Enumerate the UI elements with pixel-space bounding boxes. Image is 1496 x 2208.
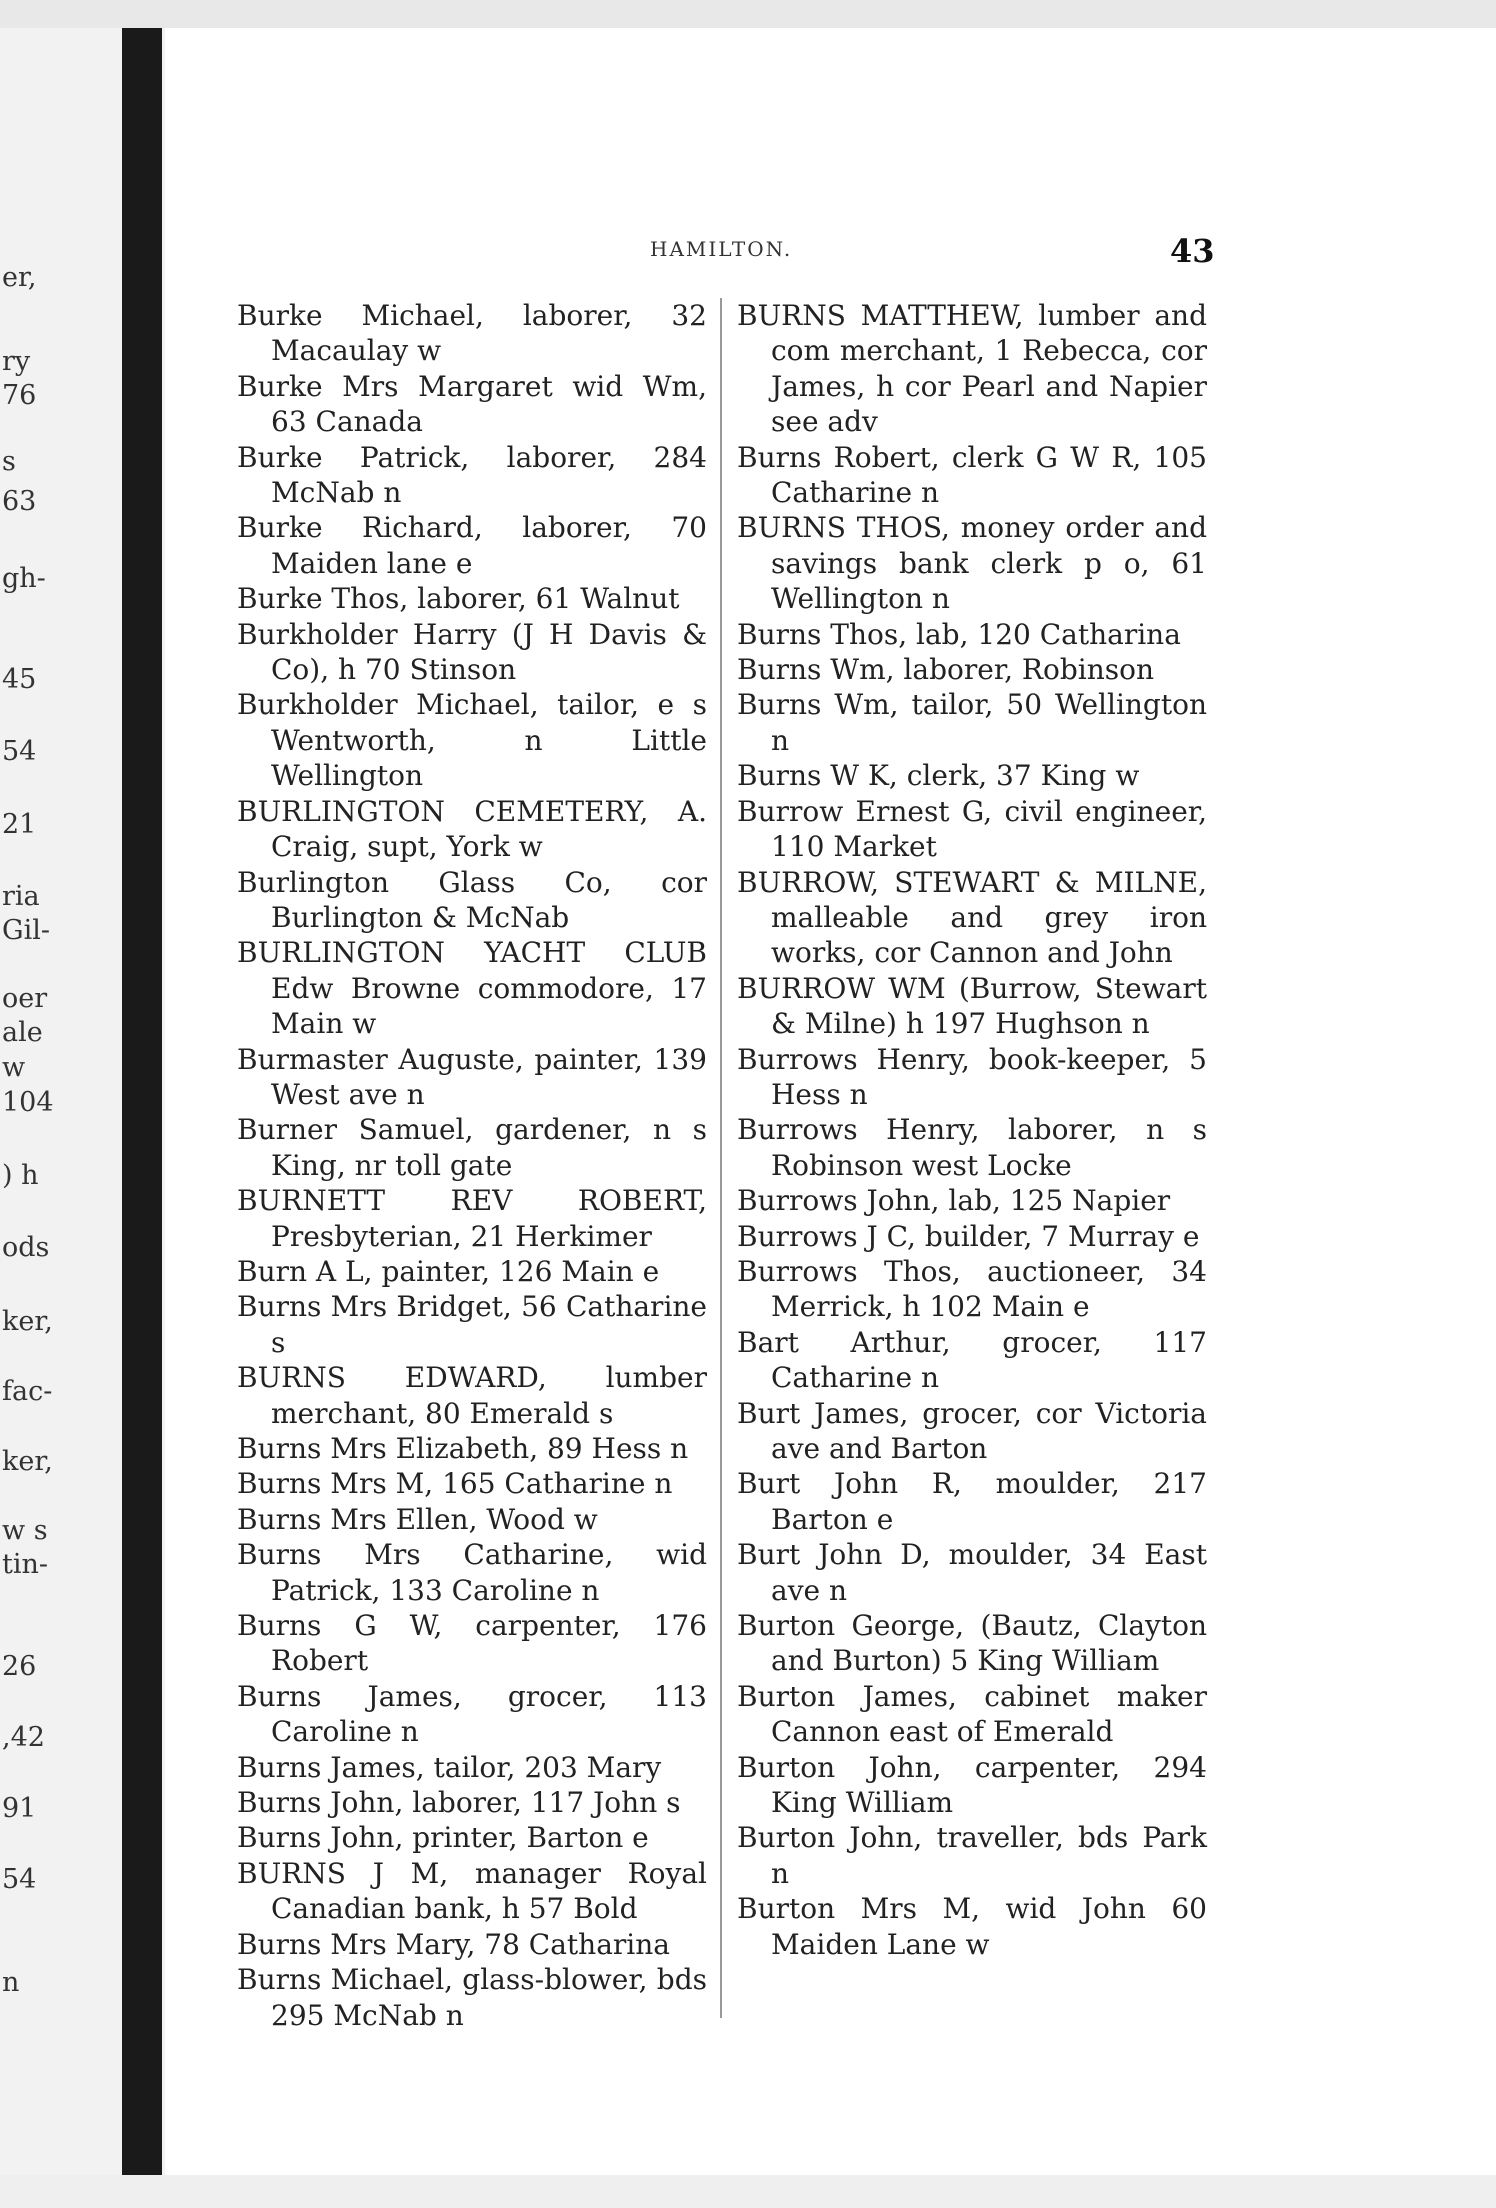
margin-fragment: gh- [2,563,46,594]
margin-fragment: ale [2,1017,43,1048]
margin-fragment: n [2,1967,20,1998]
directory-entry: BURROW WM (Burrow, Stewart & Milne) h 197 Hughson n [737,971,1207,1041]
scan-bottom-edge [0,2175,1496,2208]
directory-entry: BURLINGTON CEMETERY, A. Craig, supt, York w [237,794,707,864]
margin-fragment: 76 [2,380,37,411]
directory-entry: Burn A L, painter, 126 Main e [237,1254,660,1288]
directory-entry: Burns Mrs Catharine, wid Patrick, 133 Caroline n [237,1538,707,1607]
directory-entry: BURNS EDWARD, lumber merchant, 80 Emerald s [237,1361,707,1430]
margin-fragment: ods [2,1232,50,1263]
page-number: 43 [1170,232,1215,270]
directory-entry: BURNS J M, manager Royal Canadian bank, h 57 Bold [237,1856,707,1926]
directory-entry: Burrows J C, builder, 7 Murray e [737,1219,1200,1253]
directory-entry: Burns G W, carpenter, 176 Robert [237,1609,707,1678]
margin-fragment: tin- [2,1549,48,1580]
directory-entry: BURNS THOS, money order and savings bank clerk p o, 61 Wellington n [737,511,1207,616]
directory-entry: Burrows Thos, auctioneer, 34 Merrick, h 102 Main e [737,1254,1207,1324]
directory-entry: Burns W K, clerk, 37 King w [737,759,1140,793]
directory-entry: Burt John D, moulder, 34 East ave n [737,1538,1207,1607]
directory-entry: Burns Mrs Elizabeth, 89 Hess n [237,1432,689,1465]
directory-entry: Burke Mrs Margaret wid Wm, 63 Canada [237,369,707,439]
directory-entry: Burrows Henry, laborer, n s Robinson west Locke [737,1113,1207,1182]
margin-fragment: ry [2,346,31,377]
directory-entry: Burns James, tailor, 203 Mary [237,1750,662,1784]
directory-entry: Burns Mrs M, 165 Catharine n [237,1467,673,1501]
directory-entry: Burmaster Auguste, painter, 139 West ave n [237,1042,707,1111]
margin-fragment: oer [2,983,48,1014]
directory-entry: Burkholder Harry (J H Davis & Co), h 70 Stinson [237,617,707,687]
margin-fragment: 26 [2,1651,37,1682]
column-divider [720,298,722,2018]
margin-fragment: 21 [2,809,37,840]
directory-entry: Burns Mrs Ellen, Wood w [237,1502,598,1536]
margin-fragment: 54 [2,736,37,767]
directory-entry: Burns Mrs Mary, 78 Catharina [237,1927,670,1961]
directory-entry: Burns Wm, laborer, Robinson [737,653,1155,687]
directory-entry: Burns James, grocer, 113 Caroline n [237,1679,707,1749]
book-gutter [122,0,162,2208]
margin-fragment: er, [2,262,37,293]
margin-fragment: 45 [2,664,37,695]
margin-fragment: ,42 [2,1722,45,1753]
directory-entry: Burt John R, moulder, 217 Barton e [737,1467,1207,1536]
directory-entry: Burton John, carpenter, 294 King William [737,1750,1207,1820]
directory-entry: Burrows John, lab, 125 Napier [737,1184,1171,1218]
directory-entry: Burke Michael, laborer, 32 Macaulay w [237,299,707,368]
directory-entry: Burlington Glass Co, cor Burlington & McNab [237,865,707,934]
margin-fragment: w [2,1052,26,1083]
directory-entry: Burton James, cabinet maker Cannon east of Emerald [737,1679,1207,1749]
margin-fragment: ker, [2,1446,53,1477]
margin-fragment: ker, [2,1306,53,1337]
margin-fragment: fac- [2,1376,53,1407]
directory-entry: Burns Mrs Bridget, 56 Catharine s [237,1290,707,1359]
scan-top-edge [0,0,1496,28]
directory-entry: BURROW, STEWART & MILNE, malleable and grey iron works, cor Cannon and John [737,865,1207,970]
running-head: HAMILTON. [650,237,793,261]
directory-entry: Burton Mrs M, wid John 60 Maiden Lane w [737,1892,1207,1961]
directory-entry: Burton George, (Bautz, Clayton and Burton) 5 King William [737,1609,1207,1678]
margin-fragment: ) h [2,1160,39,1191]
directory-entry: Burke Richard, laborer, 70 Maiden lane e [237,511,707,580]
directory-entry: Burkholder Michael, tailor, e s Wentworth, n Little Wellington [237,688,707,793]
directory-entry: Burns John, laborer, 117 John s [237,1786,681,1820]
directory-entry: Burke Thos, laborer, 61 Walnut [237,582,680,616]
directory-entry: Burt James, grocer, cor Victoria ave and Barton [737,1396,1207,1465]
directory-entry: Burrows Henry, book-keeper, 5 Hess n [737,1042,1207,1111]
directory-entry: Burrow Ernest G, civil engineer, 110 Market [737,794,1207,864]
margin-fragment: 104 [2,1087,54,1118]
directory-entry: Burns Michael, glass-blower, bds 295 McNab n [237,1963,707,2032]
previous-page-fragments [0,0,60,2208]
directory-entry: Burke Patrick, laborer, 284 McNab n [237,440,707,510]
margin-fragment: 54 [2,1864,37,1895]
directory-entry: Burton John, traveller, bds Park n [737,1821,1207,1890]
margin-fragment: Gil- [2,915,50,946]
directory-entry: Burner Samuel, gardener, n s King, nr toll gate [237,1113,707,1182]
directory-entry: Burns Thos, lab, 120 Catharina [737,617,1181,651]
margin-fragment: ria [2,881,40,912]
directory-entry: Bart Arthur, grocer, 117 Catharine n [737,1325,1207,1395]
margin-fragment: w s [2,1515,48,1546]
left-column [237,298,707,2033]
margin-fragment: s [2,446,16,477]
margin-fragment: 91 [2,1793,37,1824]
margin-fragment: 63 [2,486,37,517]
directory-entry: BURNETT REV ROBERT, Presbyterian, 21 Herkimer [237,1184,707,1253]
right-column [737,298,1207,1962]
directory-entry: Burns Robert, clerk G W R, 105 Catharine n [737,440,1207,510]
directory-entry: BURNS MATTHEW, lumber and com merchant, 1 Rebecca, cor James, h cor Pearl and Napier see adv [737,299,1207,439]
directory-entry: Burns John, printer, Barton e [237,1821,649,1855]
directory-entry: BURLINGTON YACHT CLUB Edw Browne commodore, 17 Main w [237,936,707,1041]
directory-entry: Burns Wm, tailor, 50 Wellington n [737,688,1207,757]
